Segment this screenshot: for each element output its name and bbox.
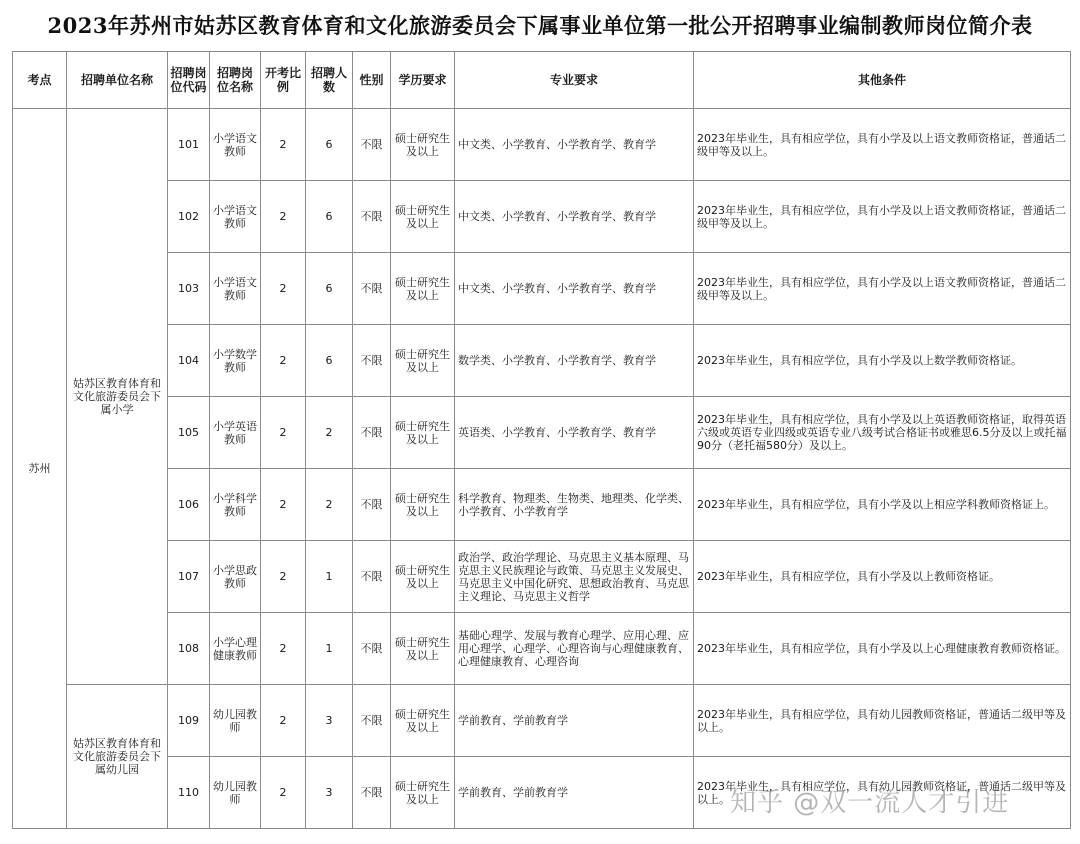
education-cell: 硕士研究生及以上 — [391, 613, 455, 685]
hiring-count-cell: 3 — [306, 685, 353, 757]
gender-cell: 不限 — [353, 109, 391, 181]
position-code-cell: 103 — [168, 253, 210, 325]
education-cell: 硕士研究生及以上 — [391, 757, 455, 829]
header-gender: 性别 — [353, 52, 391, 109]
table-row — [13, 541, 1071, 613]
table-row — [13, 613, 1071, 685]
table-row — [13, 397, 1071, 469]
exam-ratio-cell: 2 — [261, 181, 306, 253]
exam-ratio-cell: 2 — [261, 109, 306, 181]
major-cell: 政治学、政治学理论、马克思主义基本原理、马克思主义民族理论与政策、马克思主义发展史、马克思主义中国化研究、思想政治教育、马克思主义理论、马克思主义哲学 — [455, 541, 694, 613]
gender-cell: 不限 — [353, 541, 391, 613]
table-row — [13, 685, 1071, 757]
exam-ratio-cell: 2 — [261, 325, 306, 397]
education-cell: 硕士研究生及以上 — [391, 397, 455, 469]
header-exam-site: 考点 — [13, 52, 67, 109]
other-conditions-cell: 2023年毕业生，具有相应学位，具有小学及以上英语教师资格证，取得英语六级或英语专业四级或英语专业八级考试合格证书或雅思6.5分及以上或托福90分（老托福580分）及以上。 — [694, 397, 1071, 469]
major-cell: 中文类、小学教育、小学教育学、教育学 — [455, 181, 694, 253]
position-code-cell: 102 — [168, 181, 210, 253]
watermark: 知乎 @双一流人才引进 — [730, 788, 1010, 818]
position-code-cell: 101 — [168, 109, 210, 181]
hiring-count-cell: 6 — [306, 181, 353, 253]
hiring-count-cell: 3 — [306, 757, 353, 829]
position-name-cell: 幼儿园教师 — [210, 685, 261, 757]
position-code-cell: 105 — [168, 397, 210, 469]
table-row — [13, 253, 1071, 325]
other-conditions-cell: 2023年毕业生，具有相应学位，具有幼儿园教师资格证，普通话二级甲等及以上。 — [694, 685, 1071, 757]
page-title: 2023年苏州市姑苏区教育体育和文化旅游委员会下属事业单位第一批公开招聘事业编制教师岗位简介表 — [47, 13, 1033, 38]
position-code-cell: 108 — [168, 613, 210, 685]
gender-cell: 不限 — [353, 685, 391, 757]
header-position-name: 招聘岗位名称 — [210, 52, 261, 109]
position-name-cell: 小学科学教师 — [210, 469, 261, 541]
education-cell: 硕士研究生及以上 — [391, 469, 455, 541]
exam-ratio-cell: 2 — [261, 253, 306, 325]
major-cell: 数学类、小学教育、小学教育学、教育学 — [455, 325, 694, 397]
education-cell: 硕士研究生及以上 — [391, 325, 455, 397]
hiring-count-cell: 2 — [306, 469, 353, 541]
position-code-cell: 109 — [168, 685, 210, 757]
gender-cell: 不限 — [353, 325, 391, 397]
unit-name-cell: 姑苏区教育体育和文化旅游委员会下属小学 — [67, 109, 168, 685]
position-name-cell: 小学语文教师 — [210, 109, 261, 181]
major-cell: 基础心理学、发展与教育心理学、应用心理、应用心理学、心理学、心理咨询与心理健康教育、心理健康教育、心理咨询 — [455, 613, 694, 685]
other-conditions-cell: 2023年毕业生，具有相应学位，具有小学及以上数学教师资格证。 — [694, 325, 1071, 397]
major-cell: 科学教育、物理类、生物类、地理类、化学类、小学教育、小学教育学 — [455, 469, 694, 541]
exam-ratio-cell: 2 — [261, 397, 306, 469]
table-row — [13, 325, 1071, 397]
position-name-cell: 小学语文教师 — [210, 253, 261, 325]
other-conditions-cell: 2023年毕业生，具有相应学位，具有小学及以上语文教师资格证，普通话二级甲等及以上。 — [694, 253, 1071, 325]
header-position-code: 招聘岗位代码 — [168, 52, 210, 109]
table-row — [13, 469, 1071, 541]
exam-ratio-cell: 2 — [261, 685, 306, 757]
other-conditions-cell: 2023年毕业生，具有相应学位，具有小学及以上相应学科教师资格证上。 — [694, 469, 1071, 541]
position-name-cell: 小学英语教师 — [210, 397, 261, 469]
position-code-cell: 107 — [168, 541, 210, 613]
hiring-count-cell: 6 — [306, 253, 353, 325]
header-hiring-count: 招聘人数 — [306, 52, 353, 109]
positions-table — [12, 51, 1071, 829]
education-cell: 硕士研究生及以上 — [391, 109, 455, 181]
hiring-count-cell: 1 — [306, 541, 353, 613]
major-cell: 学前教育、学前教育学 — [455, 757, 694, 829]
education-cell: 硕士研究生及以上 — [391, 541, 455, 613]
hiring-count-cell: 1 — [306, 613, 353, 685]
header-row — [13, 52, 1071, 109]
position-name-cell: 幼儿园教师 — [210, 757, 261, 829]
major-cell: 英语类、小学教育、小学教育学、教育学 — [455, 397, 694, 469]
position-code-cell: 104 — [168, 325, 210, 397]
header-other-conditions: 其他条件 — [694, 52, 1071, 109]
other-conditions-cell: 2023年毕业生，具有相应学位，具有幼儿园教师资格证，普通话二级甲等及以上。 — [694, 757, 1071, 829]
position-code-cell: 110 — [168, 757, 210, 829]
gender-cell: 不限 — [353, 757, 391, 829]
other-conditions-cell: 2023年毕业生，具有相应学位，具有小学及以上教师资格证。 — [694, 541, 1071, 613]
position-name-cell: 小学语文教师 — [210, 181, 261, 253]
gender-cell: 不限 — [353, 253, 391, 325]
table-row — [13, 109, 1071, 181]
exam-ratio-cell: 2 — [261, 613, 306, 685]
hiring-count-cell: 6 — [306, 325, 353, 397]
other-conditions-cell: 2023年毕业生，具有相应学位，具有小学及以上语文教师资格证，普通话二级甲等及以上。 — [694, 109, 1071, 181]
header-education: 学历要求 — [391, 52, 455, 109]
major-cell: 中文类、小学教育、小学教育学、教育学 — [455, 109, 694, 181]
header-exam-ratio: 开考比例 — [261, 52, 306, 109]
gender-cell: 不限 — [353, 181, 391, 253]
header-unit-name: 招聘单位名称 — [67, 52, 168, 109]
gender-cell: 不限 — [353, 397, 391, 469]
education-cell: 硕士研究生及以上 — [391, 253, 455, 325]
position-name-cell: 小学心理健康教师 — [210, 613, 261, 685]
table-row — [13, 181, 1071, 253]
major-cell: 学前教育、学前教育学 — [455, 685, 694, 757]
major-cell: 中文类、小学教育、小学教育学、教育学 — [455, 253, 694, 325]
exam-ratio-cell: 2 — [261, 757, 306, 829]
education-cell: 硕士研究生及以上 — [391, 181, 455, 253]
gender-cell: 不限 — [353, 613, 391, 685]
education-cell: 硕士研究生及以上 — [391, 685, 455, 757]
exam-ratio-cell: 2 — [261, 541, 306, 613]
other-conditions-cell: 2023年毕业生，具有相应学位，具有小学及以上心理健康教育教师资格证。 — [694, 613, 1071, 685]
position-name-cell: 小学思政教师 — [210, 541, 261, 613]
unit-name-cell: 姑苏区教育体育和文化旅游委员会下属幼儿园 — [67, 685, 168, 829]
other-conditions-cell: 2023年毕业生，具有相应学位，具有小学及以上语文教师资格证，普通话二级甲等及以上。 — [694, 181, 1071, 253]
hiring-count-cell: 6 — [306, 109, 353, 181]
position-name-cell: 小学数学教师 — [210, 325, 261, 397]
gender-cell: 不限 — [353, 469, 391, 541]
hiring-count-cell: 2 — [306, 397, 353, 469]
exam-site-cell: 苏州 — [13, 109, 67, 829]
header-major: 专业要求 — [455, 52, 694, 109]
position-code-cell: 106 — [168, 469, 210, 541]
exam-ratio-cell: 2 — [261, 469, 306, 541]
